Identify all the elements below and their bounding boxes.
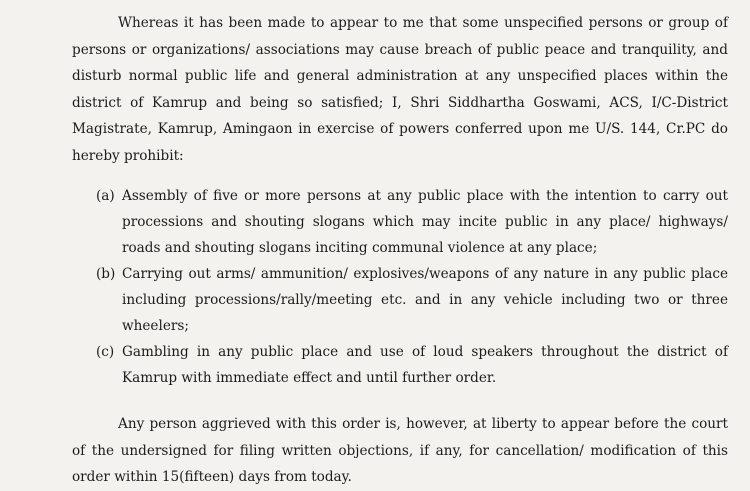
item-text: Assembly of five or more persons at any public place with the intention to carry out processions and shouting slogans which may incite public in any place/ highways/ roads and shouting slogans inciting communal violence at any place;	[122, 188, 728, 256]
prohibition-item-c	[96, 339, 728, 391]
prohibition-item-b	[96, 261, 728, 339]
item-text: Carrying out arms/ ammunition/ explosives/weapons of any nature in any public place including processions/rally/meeting etc. and in any vehicle including two or three wheelers;	[122, 266, 728, 334]
item-text: Gambling in any public place and use of loud speakers throughout the district of Kamrup with immediate effect and until further order.	[122, 344, 728, 386]
item-marker: (b)	[96, 266, 116, 282]
item-marker: (c)	[96, 344, 115, 360]
prohibition-list	[96, 183, 728, 391]
closing-paragraph: Any person aggrieved with this order is, however, at liberty to appear before the court of the undersigned for filing written objections, if any, for cancellation/ modification of this order within 15(fifteen) days from today.	[72, 416, 728, 485]
item-marker: (a)	[96, 188, 115, 204]
preamble-paragraph: Whereas it has been made to appear to me that some unspecified persons or group of persons or organizations/ associations may cause breach of public peace and tranquility, and disturb normal public life and general administration at any unspecified places within the district of Kamrup and being so satisfied; I, Shri Siddhartha Goswami, ACS, I/C-District Magistrate, Kamrup, Amingaon in exercise of powers conferred upon me U/S. 144, Cr.PC do hereby prohibit:	[72, 15, 728, 164]
prohibition-item-a	[96, 183, 728, 261]
